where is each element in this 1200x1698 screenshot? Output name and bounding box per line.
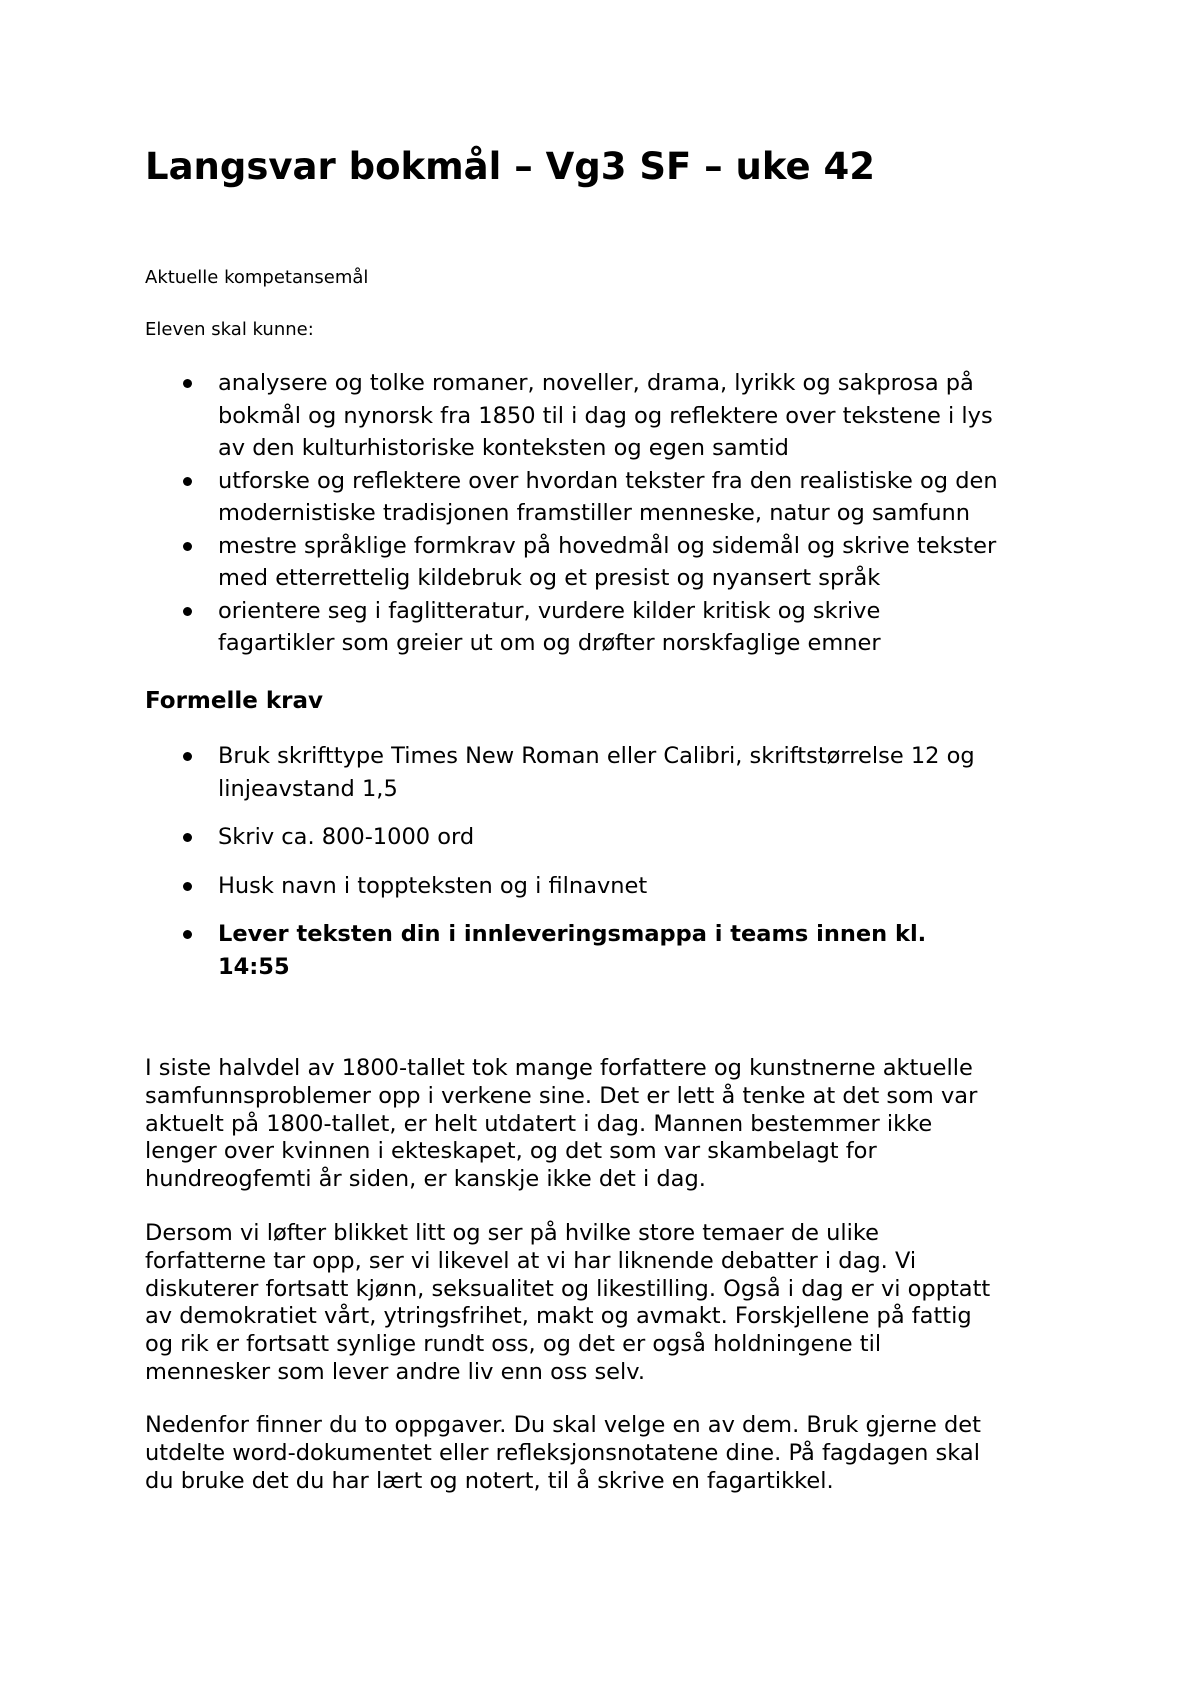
paragraph-line: mennesker som lever andre liv enn oss selv. xyxy=(145,1358,645,1385)
goal-item xyxy=(145,367,1085,465)
paragraph-line: Dersom vi løfter blikket litt og ser på hvilke store temaer de ulike xyxy=(145,1220,879,1246)
competence-goals-list xyxy=(145,367,1085,660)
bullet-icon xyxy=(183,882,192,891)
requirement-line: Husk navn i toppteksten og i filnavnet xyxy=(218,872,648,899)
requirement-line: 14:55 xyxy=(218,953,290,980)
paragraph-line: diskuterer fortsatt kjønn, seksualitet og likestilling. Også i dag er vi opptatt xyxy=(145,1275,991,1302)
goal-item xyxy=(145,465,1085,530)
paragraph-line: forfatterne tar opp, ser vi likevel at vi har liknende debatter i dag. Vi xyxy=(145,1247,917,1274)
paragraph-line: samfunnsproblemer opp i verkene sine. Det er lett å tenke at det som var xyxy=(145,1082,978,1109)
bullet-icon xyxy=(183,833,192,842)
competence-heading: Aktuelle kompetansemål xyxy=(145,267,369,288)
paragraph-line: du bruke det du har lært og notert, til å skrive en fagartikkel. xyxy=(145,1467,834,1494)
body-paragraph xyxy=(145,1055,1085,1194)
bullet-icon xyxy=(183,607,192,616)
goal-line: analysere og tolke romaner, noveller, drama, lyrikk og sakprosa på xyxy=(218,370,974,396)
requirement-line: Bruk skrifttype Times New Roman eller Calibri, skriftstørrelse 12 og xyxy=(218,743,975,769)
goal-line: orientere seg i faglitteratur, vurdere kilder kritisk og skrive xyxy=(218,597,881,624)
bullet-icon xyxy=(183,379,192,388)
paragraph-line: I siste halvdel av 1800-tallet tok mange forfattere og kunstnerne aktuelle xyxy=(145,1055,973,1081)
goal-line: fagartikler som greier ut om og drøfter norskfaglige emner xyxy=(218,630,881,656)
paragraph-line: av demokratiet vårt, ytringsfrihet, makt og avmakt. Forskjellene på fattig xyxy=(145,1303,972,1330)
requirement-item xyxy=(145,740,1085,805)
goal-line: modernistiske tradisjonen framstiller menneske, natur og samfunn xyxy=(218,500,971,526)
body-paragraph xyxy=(145,1220,1085,1387)
goal-line: med etterrettelig kildebruk og et presist og nyansert språk xyxy=(218,565,881,591)
goal-line: bokmål og nynorsk fra 1850 til i dag og reflektere over tekstene i lys xyxy=(218,402,993,429)
goal-line: utforske og reflektere over hvordan tekster fra den realistiske og den xyxy=(218,467,998,494)
bullet-icon xyxy=(183,477,192,486)
paragraph-line: Nedenfor finner du to oppgaver. Du skal velge en av dem. Bruk gjerne det xyxy=(145,1412,981,1438)
requirement-item-deadline xyxy=(145,918,1085,983)
bullet-icon xyxy=(183,930,192,939)
goal-item xyxy=(145,595,1085,660)
paragraph-line: og rik er fortsatt synlige rundt oss, og det er også holdningene til xyxy=(145,1331,882,1358)
student-intro: Eleven skal kunne: xyxy=(145,319,314,340)
requirement-line: Lever teksten din i innleveringsmappa i teams innen kl. xyxy=(218,921,927,947)
bullet-icon xyxy=(183,542,192,551)
requirement-item xyxy=(145,870,1085,903)
requirement-item xyxy=(145,821,1085,854)
page-title: Langsvar bokmål – Vg3 SF – uke 42 xyxy=(145,145,875,188)
formal-requirements-list xyxy=(145,740,1085,999)
goal-item xyxy=(145,530,1085,595)
goal-line: mestre språklige formkrav på hovedmål og sidemål og skrive tekster xyxy=(218,532,997,559)
paragraph-line: utdelte word-dokumentet eller refleksjonsnotatene dine. På fagdagen skal xyxy=(145,1439,980,1466)
paragraph-line: lenger over kvinnen i ekteskapet, og det som var skambelagt for xyxy=(145,1138,877,1165)
requirement-line: linjeavstand 1,5 xyxy=(218,775,398,802)
bullet-icon xyxy=(183,752,192,761)
formal-requirements-heading: Formelle krav xyxy=(145,688,324,714)
paragraph-line: aktuelt på 1800-tallet, er helt utdatert i dag. Mannen bestemmer ikke xyxy=(145,1110,933,1137)
goal-line: av den kulturhistoriske konteksten og egen samtid xyxy=(218,435,789,461)
paragraph-line: hundreogfemti år siden, er kanskje ikke det i dag. xyxy=(145,1166,706,1193)
body-paragraph xyxy=(145,1412,1085,1495)
requirement-line: Skriv ca. 800-1000 ord xyxy=(218,824,475,850)
